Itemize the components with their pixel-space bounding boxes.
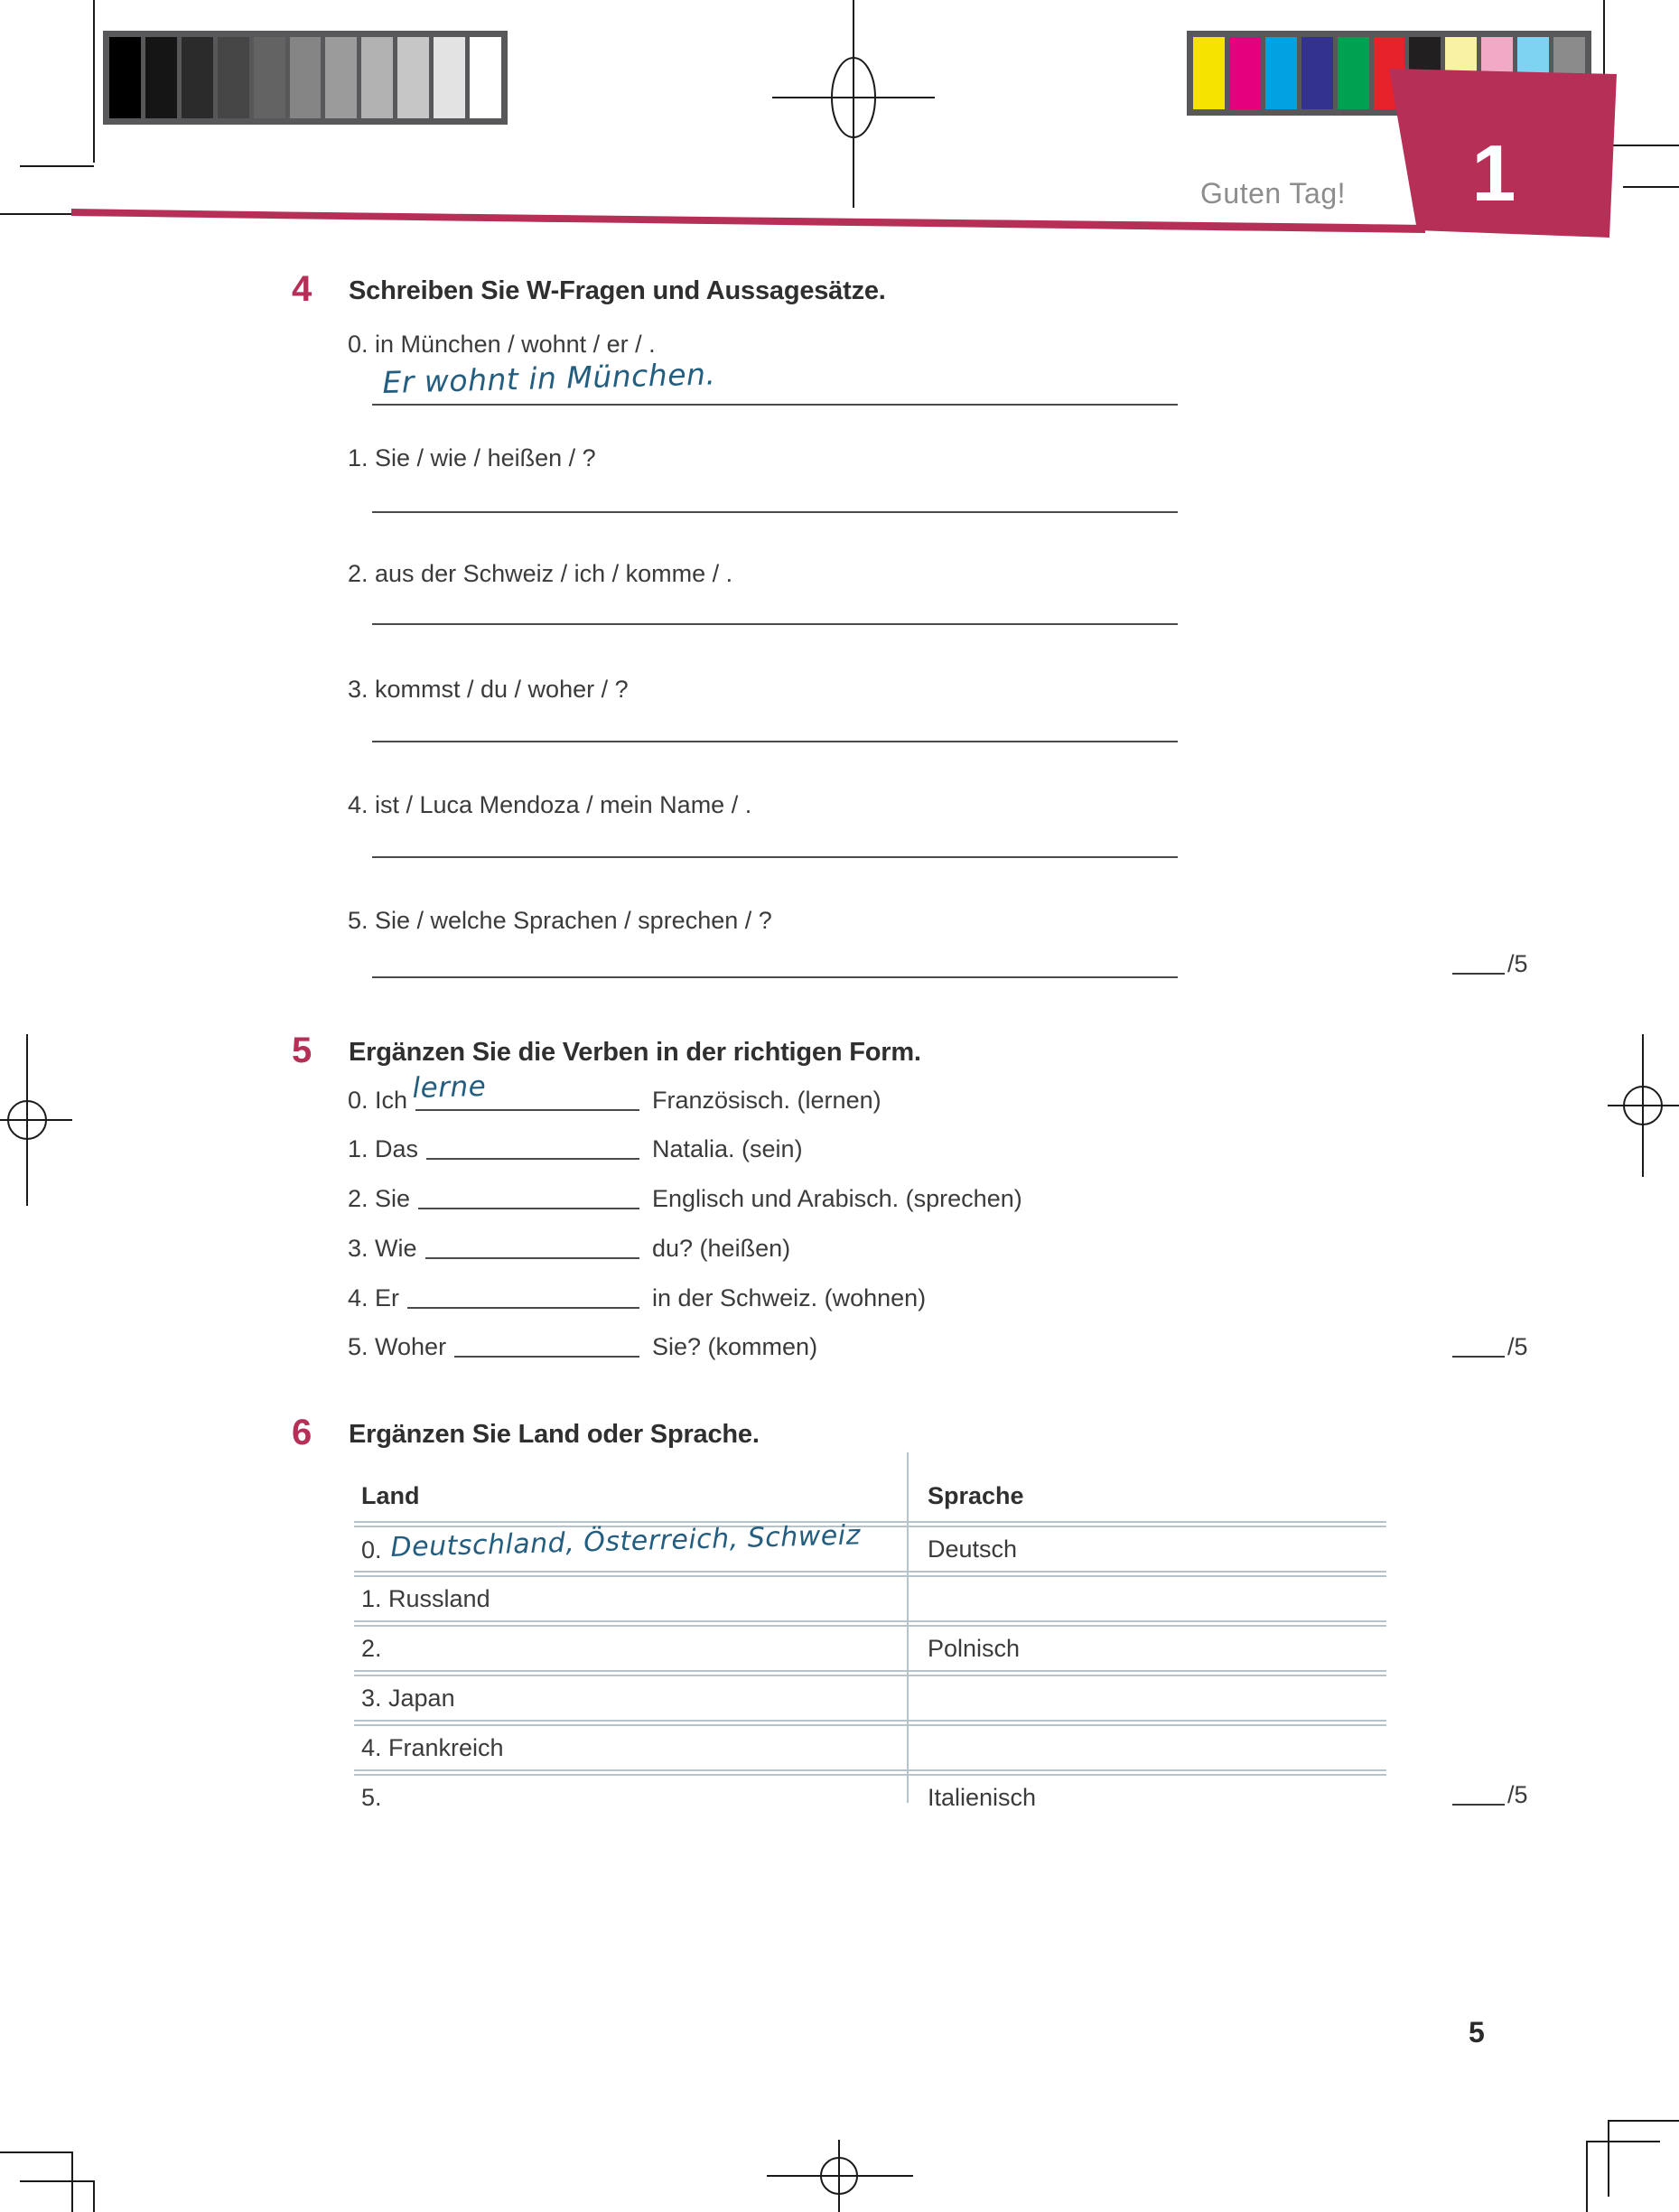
- sprache-cell: Italienisch: [928, 1783, 1037, 1811]
- item-pre-text: 1. Das: [348, 1135, 419, 1162]
- score-max: /5: [1507, 1781, 1528, 1808]
- table-row: [354, 1676, 1386, 1720]
- fill-in-blank[interactable]: [418, 1208, 639, 1209]
- exercise4-item-prompt: 3. kommst / du / woher / ?: [348, 676, 629, 703]
- land-cell: 4. Frankreich: [361, 1733, 504, 1761]
- column-header-land: Land: [361, 1481, 420, 1509]
- exercise5-item: [348, 1333, 818, 1361]
- score-max: /5: [1507, 1333, 1528, 1360]
- exercise4-item-prompt: 1. Sie / wie / heißen / ?: [348, 444, 596, 471]
- exercise4-example-answer-handwritten: Er wohnt in München.: [381, 356, 716, 400]
- fill-in-blank[interactable]: [426, 1158, 639, 1160]
- crop-mark: [1586, 2141, 1660, 2142]
- registration-mark-icon: [1580, 1034, 1679, 1206]
- land-cell: 3. Japan: [361, 1684, 455, 1712]
- answer-line[interactable]: [372, 976, 1178, 978]
- land-cell: 1. Russland: [361, 1584, 490, 1612]
- item-pre-text: 0. Ich: [348, 1087, 408, 1114]
- exercise4-item-prompt: 5. Sie / welche Sprachen / sprechen / ?: [348, 907, 772, 934]
- exercise6-score-field: [1452, 1781, 1528, 1809]
- score-blank[interactable]: [1452, 1804, 1505, 1806]
- exercise5-item: [348, 1135, 803, 1163]
- crop-mark: [0, 2151, 72, 2153]
- table-row-divider: [354, 1769, 1386, 1776]
- land-cell[interactable]: 2.: [361, 1634, 382, 1662]
- exercise4-item-prompt: 2. aus der Schweiz / ich / komme / .: [348, 560, 733, 587]
- exercise5-item: [348, 1235, 791, 1263]
- answer-line[interactable]: [372, 856, 1178, 858]
- chapter-number-badge: 1: [1471, 128, 1516, 218]
- table-row: [354, 1627, 1386, 1670]
- item-post-text: in der Schweiz. (wohnen): [652, 1284, 927, 1311]
- crop-mark: [93, 2180, 95, 2212]
- item-post-text: Französisch. (lernen): [652, 1087, 881, 1114]
- sprache-cell: Deutsch: [928, 1535, 1018, 1563]
- table-column-divider: [907, 1452, 909, 1803]
- score-blank[interactable]: [1452, 1356, 1505, 1358]
- item-pre-text: 3. Wie: [348, 1235, 417, 1262]
- crop-mark: [1608, 2120, 1679, 2122]
- fill-in-blank[interactable]: [415, 1109, 639, 1111]
- page-number: 5: [1469, 2016, 1485, 2049]
- cell-number: 0.: [361, 1535, 382, 1563]
- fill-in-blank[interactable]: [425, 1257, 639, 1259]
- exercise6-number: 6: [292, 1413, 312, 1452]
- answer-line[interactable]: [372, 404, 1178, 406]
- exercise5-score-field: [1452, 1333, 1528, 1361]
- exercise4-number: 4: [292, 269, 312, 309]
- exercise6-title: Ergänzen Sie Land oder Sprache.: [349, 1420, 760, 1449]
- item-post-text: Sie? (kommen): [652, 1333, 818, 1360]
- crop-mark: [20, 2180, 94, 2182]
- exercise5-number: 5: [292, 1031, 312, 1070]
- table-row-divider: [354, 1521, 1386, 1527]
- chapter-title: Guten Tag!: [1200, 177, 1346, 210]
- item-pre-text: 2. Sie: [348, 1185, 411, 1212]
- exercise5-title: Ergänzen Sie die Verben in der richtigen Form.: [349, 1038, 921, 1067]
- item-pre-text: 5. Woher: [348, 1333, 447, 1360]
- table-row-divider: [354, 1620, 1386, 1627]
- table-row: [354, 1726, 1386, 1769]
- answer-line[interactable]: [372, 623, 1178, 625]
- score-max: /5: [1507, 950, 1528, 977]
- fill-in-blank[interactable]: [407, 1307, 639, 1309]
- table-row-divider: [354, 1571, 1386, 1577]
- sprache-cell: Polnisch: [928, 1634, 1021, 1662]
- item-post-text: Natalia. (sein): [652, 1135, 803, 1162]
- score-blank[interactable]: [1452, 973, 1505, 975]
- exercise5-item: [348, 1069, 881, 1115]
- table-row: [354, 1577, 1386, 1620]
- exercise4-score-field: [1452, 950, 1528, 978]
- answer-line[interactable]: [372, 511, 1178, 513]
- exercise4-item-prompt: 4. ist / Luca Mendoza / mein Name / .: [348, 791, 752, 818]
- fill-in-blank[interactable]: [454, 1356, 639, 1358]
- table-row-divider: [354, 1720, 1386, 1726]
- registration-mark-icon: [767, 2131, 929, 2212]
- table-row-divider: [354, 1670, 1386, 1676]
- item-post-text: du? (heißen): [652, 1235, 791, 1262]
- land-cell: [354, 1518, 907, 1565]
- handwritten-answer: lerne: [412, 1069, 487, 1105]
- item-post-text: Englisch und Arabisch. (sprechen): [652, 1185, 1022, 1212]
- table-row: [354, 1518, 1386, 1571]
- exercise5-item: [348, 1185, 1022, 1213]
- exercise4-example-prompt: 0. in München / wohnt / er / .: [348, 331, 656, 358]
- crop-mark: [1586, 2141, 1588, 2212]
- exercise5-item: [348, 1284, 927, 1312]
- land-sprache-table: [354, 1470, 1386, 1819]
- registration-mark-icon: [0, 1034, 99, 1206]
- exercise4-title: Schreiben Sie W-Fragen und Aussagesätze.: [349, 276, 886, 305]
- column-header-sprache: Sprache: [928, 1481, 1024, 1509]
- table-header-row: [354, 1470, 1386, 1521]
- crop-mark: [1608, 2120, 1609, 2197]
- answer-line[interactable]: [372, 741, 1178, 742]
- handwritten-answer: Deutschland, Österreich, Schweiz: [389, 1518, 861, 1563]
- header-swoosh: [71, 209, 1425, 233]
- land-cell[interactable]: 5.: [361, 1783, 382, 1811]
- item-pre-text: 4. Er: [348, 1284, 400, 1311]
- table-row: [354, 1776, 1386, 1819]
